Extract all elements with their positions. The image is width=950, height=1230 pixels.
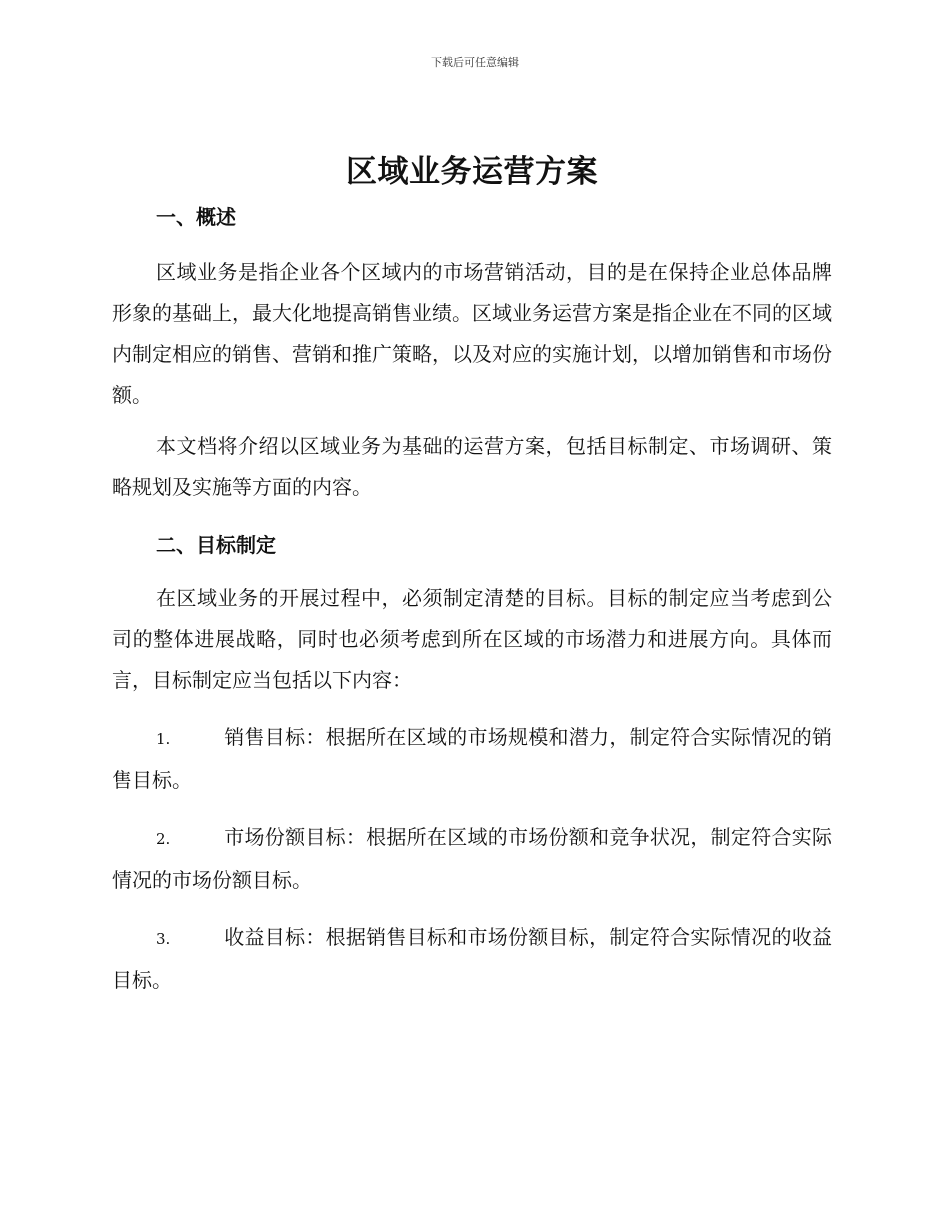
list-number: 1. bbox=[156, 730, 171, 748]
list-item-text: 销售目标：根据所在区域的市场规模和潜力，制定符合实际情况的销售目标。 bbox=[112, 725, 832, 792]
list-item bbox=[112, 817, 832, 901]
paragraph: 本文档将介绍以区域业务为基础的运营方案，包括目标制定、市场调研、策略规划及实施等方面的内容。 bbox=[112, 434, 832, 499]
list-item bbox=[112, 717, 832, 801]
document-title: 区域业务运营方案 bbox=[346, 154, 598, 190]
section-heading-goal-setting: 二、目标制定 bbox=[156, 533, 276, 557]
list-number: 3. bbox=[156, 930, 171, 948]
document-body bbox=[112, 150, 832, 1001]
paragraph: 区域业务是指企业各个区域内的市场营销活动，目的是在保持企业总体品牌形象的基础上，最大化地提高销售业绩。区域业务运营方案是指企业在不同的区域内制定相应的销售、营销和推广策略，以及对应的实施计划，以增加销售和市场份额。 bbox=[112, 260, 832, 407]
section-heading-overview: 一、概述 bbox=[156, 205, 236, 229]
list-item bbox=[112, 917, 832, 1001]
list-item-text: 收益目标：根据销售目标和市场份额目标，制定符合实际情况的收益目标。 bbox=[112, 925, 832, 992]
header-note: 下载后可任意编辑 bbox=[431, 56, 519, 69]
list-number: 2. bbox=[156, 830, 171, 848]
paragraph: 在区域业务的开展过程中，必须制定清楚的目标。目标的制定应当考虑到公司的整体进展战略，同时也必须考虑到所在区域的市场潜力和进展方向。具体而言，目标制定应当包括以下内容： bbox=[112, 586, 832, 692]
list-item-text: 市场份额目标：根据所在区域的市场份额和竞争状况，制定符合实际情况的市场份额目标。 bbox=[112, 825, 832, 892]
